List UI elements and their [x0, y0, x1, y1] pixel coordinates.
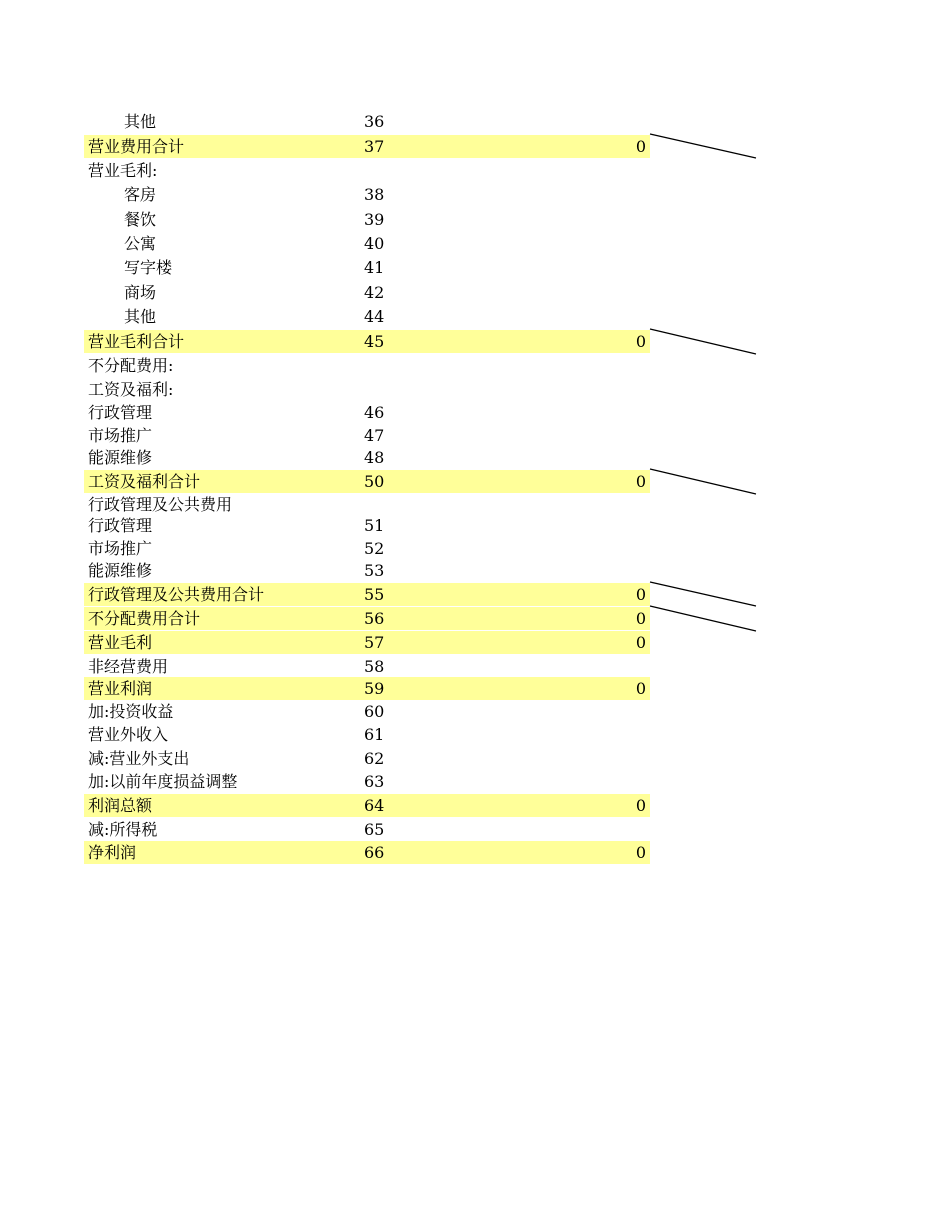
comment-connector-line — [650, 582, 756, 606]
row-code-cell[interactable]: 50 — [364, 472, 385, 491]
row-label-cell[interactable]: 餐饮 — [124, 210, 157, 229]
table-row[interactable] — [84, 514, 650, 537]
row-code-cell[interactable]: 57 — [364, 633, 385, 652]
row-label-cell[interactable]: 商场 — [124, 283, 157, 302]
row-code-cell[interactable]: 65 — [364, 820, 385, 839]
table-row[interactable] — [84, 208, 650, 231]
row-label-cell[interactable]: 营业毛利合计 — [88, 332, 185, 351]
table-row[interactable] — [84, 818, 650, 841]
table-row[interactable] — [84, 159, 650, 182]
row-label-cell[interactable]: 工资及福利合计 — [88, 472, 201, 491]
row-label-cell[interactable]: 写字楼 — [124, 258, 173, 277]
row-code-cell[interactable]: 44 — [364, 307, 385, 326]
comment-connector-line — [650, 606, 756, 631]
row-code-cell[interactable]: 58 — [364, 657, 385, 676]
subtotal-row[interactable] — [84, 631, 650, 654]
row-label-cell[interactable]: 利润总额 — [88, 796, 153, 815]
row-label-cell[interactable]: 减:营业外支出 — [88, 749, 190, 768]
row-code-cell[interactable]: 59 — [364, 679, 385, 698]
row-label-cell[interactable]: 其他 — [124, 307, 157, 326]
row-label-cell[interactable]: 能源维修 — [88, 448, 153, 467]
row-code-cell[interactable]: 53 — [364, 561, 385, 580]
row-code-cell[interactable]: 52 — [364, 539, 385, 558]
table-row[interactable] — [84, 747, 650, 770]
row-code-cell[interactable]: 41 — [364, 258, 385, 277]
subtotal-row[interactable] — [84, 677, 650, 700]
row-code-cell[interactable]: 66 — [364, 843, 385, 862]
row-value-cell[interactable]: 0 — [635, 332, 646, 351]
row-label-cell[interactable]: 不分配费用合计 — [88, 609, 201, 628]
subtotal-row[interactable] — [84, 794, 650, 817]
comment-connector-line — [650, 134, 756, 158]
row-code-cell[interactable]: 64 — [364, 796, 385, 815]
row-code-cell[interactable]: 37 — [364, 137, 385, 156]
row-code-cell[interactable]: 42 — [364, 283, 385, 302]
row-label-cell[interactable]: 行政管理 — [88, 516, 153, 535]
table-row[interactable] — [84, 401, 650, 424]
row-label-cell[interactable]: 客房 — [124, 185, 157, 204]
row-value-cell[interactable]: 0 — [635, 843, 646, 862]
row-label-cell[interactable]: 行政管理及公共费用合计 — [88, 585, 265, 604]
row-label-cell[interactable]: 营业费用合计 — [88, 137, 185, 156]
row-label-cell[interactable]: 公寓 — [124, 234, 157, 253]
row-value-cell[interactable]: 0 — [635, 472, 646, 491]
table-row[interactable] — [84, 183, 650, 206]
row-label-cell[interactable]: 工资及福利: — [88, 380, 174, 399]
row-code-cell[interactable]: 55 — [364, 585, 385, 604]
row-code-cell[interactable]: 63 — [364, 772, 385, 791]
row-label-cell[interactable]: 营业毛利 — [88, 633, 153, 652]
comment-connector-line — [650, 469, 756, 494]
table-row[interactable] — [84, 493, 650, 516]
row-code-cell[interactable]: 48 — [364, 448, 385, 467]
row-code-cell[interactable]: 62 — [364, 749, 385, 768]
subtotal-row[interactable] — [84, 470, 650, 493]
row-label-cell[interactable]: 营业外收入 — [88, 725, 169, 744]
table-row[interactable] — [84, 354, 650, 377]
row-code-cell[interactable]: 39 — [364, 210, 385, 229]
row-label-cell[interactable]: 营业毛利: — [88, 161, 158, 180]
table-row[interactable] — [84, 378, 650, 401]
row-code-cell[interactable]: 38 — [364, 185, 385, 204]
row-label-cell[interactable]: 能源维修 — [88, 561, 153, 580]
row-label-cell[interactable]: 加:投资收益 — [88, 702, 174, 721]
row-code-cell[interactable]: 61 — [364, 725, 385, 744]
row-label-cell[interactable]: 加:以前年度损益调整 — [88, 772, 238, 791]
row-label-cell[interactable]: 不分配费用: — [88, 356, 174, 375]
table-row[interactable] — [84, 537, 650, 560]
row-label-cell[interactable]: 净利润 — [88, 843, 137, 862]
table-row[interactable] — [84, 700, 650, 723]
table-row[interactable] — [84, 256, 650, 279]
table-row[interactable] — [84, 446, 650, 469]
table-row[interactable] — [84, 723, 650, 746]
row-code-cell[interactable]: 36 — [364, 112, 385, 131]
row-value-cell[interactable]: 0 — [635, 633, 646, 652]
table-row[interactable] — [84, 559, 650, 582]
table-row[interactable] — [84, 424, 650, 447]
row-value-cell[interactable]: 0 — [635, 137, 646, 156]
row-value-cell[interactable]: 0 — [635, 796, 646, 815]
table-row[interactable] — [84, 655, 650, 678]
table-row[interactable] — [84, 770, 650, 793]
row-label-cell[interactable]: 行政管理及公共费用 — [88, 495, 233, 514]
row-label-cell[interactable]: 非经营费用 — [88, 657, 169, 676]
row-label-cell[interactable]: 营业利润 — [88, 679, 153, 698]
row-code-cell[interactable]: 46 — [364, 403, 385, 422]
table-row[interactable] — [84, 232, 650, 255]
row-label-cell[interactable]: 市场推广 — [88, 426, 153, 445]
row-code-cell[interactable]: 60 — [364, 702, 385, 721]
subtotal-row[interactable] — [84, 135, 650, 158]
row-label-cell[interactable]: 其他 — [124, 112, 157, 131]
row-code-cell[interactable]: 51 — [364, 516, 385, 535]
table-row[interactable] — [84, 110, 650, 133]
row-label-cell[interactable]: 减:所得税 — [88, 820, 158, 839]
table-row[interactable] — [84, 305, 650, 328]
row-code-cell[interactable]: 45 — [364, 332, 385, 351]
comment-connector-line — [650, 329, 756, 354]
row-code-cell[interactable]: 40 — [364, 234, 385, 253]
row-value-cell[interactable]: 0 — [635, 609, 646, 628]
row-value-cell[interactable]: 0 — [635, 679, 646, 698]
subtotal-row[interactable] — [84, 841, 650, 864]
row-label-cell[interactable]: 市场推广 — [88, 539, 153, 558]
row-value-cell[interactable]: 0 — [635, 585, 646, 604]
subtotal-row[interactable] — [84, 330, 650, 353]
row-code-cell[interactable]: 47 — [364, 426, 385, 445]
row-code-cell[interactable]: 56 — [364, 609, 385, 628]
table-row[interactable] — [84, 281, 650, 304]
row-label-cell[interactable]: 行政管理 — [88, 403, 153, 422]
subtotal-row[interactable] — [84, 583, 650, 606]
subtotal-row[interactable] — [84, 607, 650, 630]
